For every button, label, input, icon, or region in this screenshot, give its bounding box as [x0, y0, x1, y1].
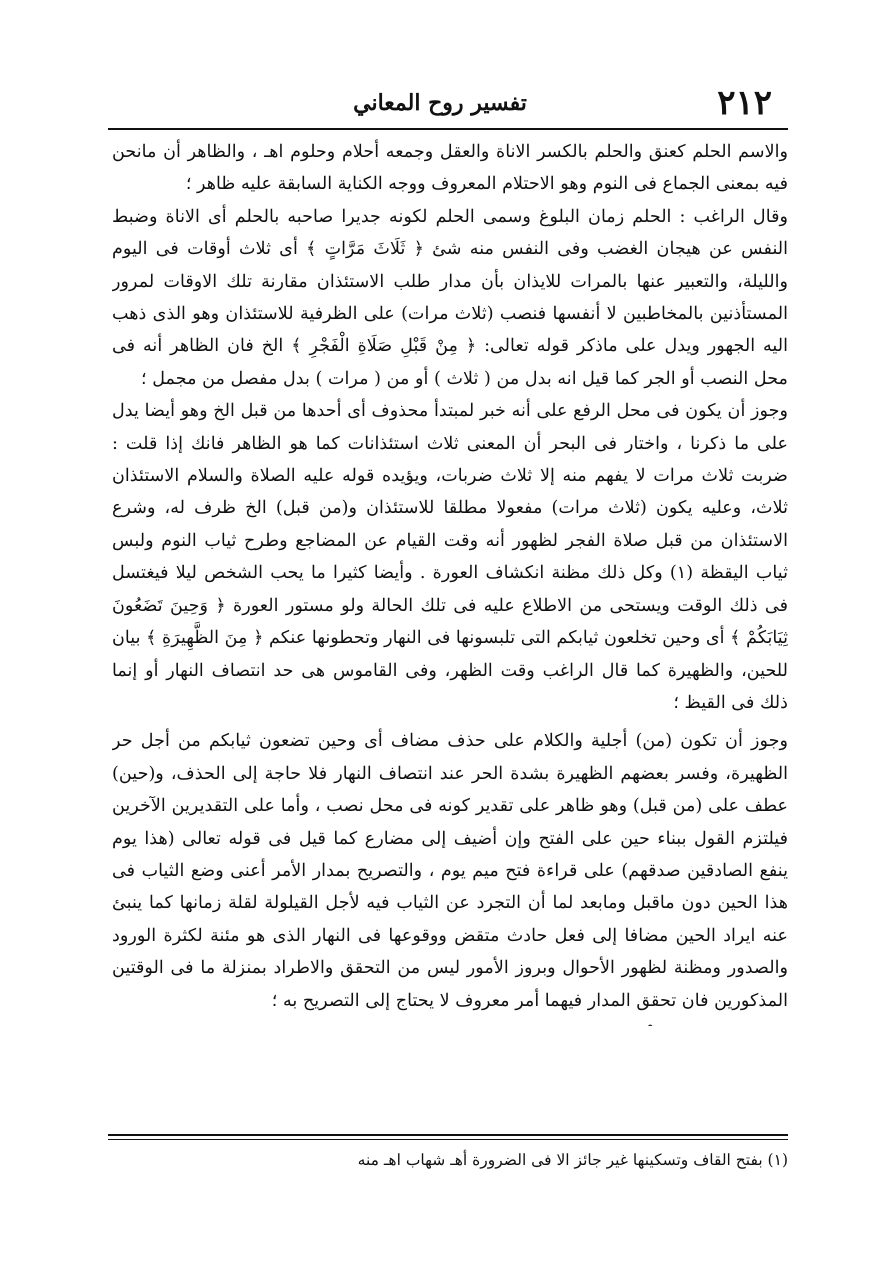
footnote-rule-thick	[108, 1134, 788, 1136]
footnote-rule	[108, 1134, 788, 1142]
header-rule	[108, 128, 788, 130]
footnote-rule-thin	[108, 1139, 788, 1140]
page-body	[112, 136, 788, 1026]
paragraph-3: وجوز أن يكون فى محل الرفع على أنه خبر لمبتدأ محذوف أى أحدها من قبل الخ وهو أيضا يدل على ما ذكرنا ، واختار فى البحر أن المعنى ثلاث استئذانات كما هو الظاهر فانك إذا قلت : ضربت ثلاث مرات لا يفهم منه إلا ثلاث ضربات، ويؤيده قوله عليه الصلاة والسلام الاستئذان ثلاث، وعليه يكون (ثلاث مرات) مفعولا مطلقا للاستئذان و(من قبل) الخ ظرف له، وشرع الاستئذان من قبل صلاة الفجر لظهور أنه وقت القيام عن المضاجع وطرح ثياب النوم ولبس ثياب اليقظة (١) وكل ذلك مظنة انكشاف العورة . وأيضا كثيرا ما يحب الشخص ليلا فيغتسل فى ذلك الوقت ويستحى من الاطلاع عليه فى تلك الحالة ولو مستور العورة ﴿ وَحِينَ تَضَعُونَ ثِيَابَكُمْ ﴾ أى وحين تخلعون ثيابكم التى تلبسونها فى النهار وتحطونها عنكم ﴿ مِنَ الظَّهِيرَةِ ﴾ بيان للحين، والظهيرة كما قال الراغب وقت الظهر، وفى القاموس هى حد انتصاف النهار أو إنما ذلك فى القيظ ؛	[112, 401, 788, 713]
footnote: (١) بفتح القاف وتسكينها غير جائز الا فى الضرورة أهـ شهاب اهـ منه	[357, 1151, 788, 1169]
page-header	[100, 82, 780, 126]
paragraph-2: وقال الراغب : الحلم زمان البلوغ وسمى الحلم لكونه جديرا صاحبه بالحلم أى الاناة وضبط النفس عن هيجان الغضب وفى النفس منه شئ ﴿ ثَلَاثَ مَرَّاتٍ ﴾ أى ثلاث أوقات فى اليوم والليلة، والتعبير عنها بالمرات للايذان بأن مدار طلب الاستئذان مقارنة تلك الاوقات لمرور المستأذنين بالمخاطبين لا أنفسها فنصب (ثلاث مرات) على الظرفية للاستئذان وهو الذى ذهب اليه الجهور ويدل على ماذكر قوله تعالى: ﴿ مِنْ قَبْلِ صَلَاةِ الْفَجْرِ ﴾ الخ فان الظاهر أنه فى محل النصب أو الجر كما قيل انه بدل من ( ثلاث ) أو من ( مرات ) بدل مفصل من مجمل ؛	[112, 206, 788, 389]
paragraph-1: والاسم الحلم كعنق والحلم بالكسر الاناة والعقل وجمعه أحلام وحلوم اهـ ، والظاهر أن مانحن فيه بمعنى الجماع فى النوم وهو الاحتلام المعروف ووجه الكناية السابقة عليه ظاهر ؛	[112, 142, 788, 195]
page-number: ٢١٢	[717, 83, 772, 123]
running-title: تفسير روح المعاني	[353, 90, 527, 116]
paragraph-5	[112, 1023, 788, 1026]
paragraph-4: وجوز أن تكون (من) أجلية والكلام على حذف مضاف أى وحين تضعون ثيابكم من أجل حر الظهيرة، وفسر بعضهم الظهيرة بشدة الحر عند انتصاف النهار فلا حاجة إلى الحذف، و(حين) عطف على (من قبل) وهو ظاهر على تقدير كونه فى محل نصب ، وأما على التقديرين الآخرين فيلتزم القول ببناء حين على الفتح وإن أضيف إلى مضارع كما قيل فى قوله تعالى (هذا يوم ينفع الصادقين صدقهم) على قراءة فتح ميم يوم ، والتصريح بمدار الأمر أعنى وضع الثياب فى هذا الحين دون ماقبل ومابعد لما أن التجرد عن الثياب فيه لأجل القيلولة لقلة زمانها كما ينبئ عنه ايراد الحين مضافا إلى فعل حادث متقض ووقوعها فى النهار الذى هو مئنة لكثرة الورود والصدور ومظنة لظهور الأحوال وبروز الأمور ليس من التحقق والاطراد بمنزلة ما فى الوقتين المذكورين فان تحقق المدار فيهما أمر معروف لا يحتاج إلى التصريح به ؛	[112, 731, 788, 1011]
